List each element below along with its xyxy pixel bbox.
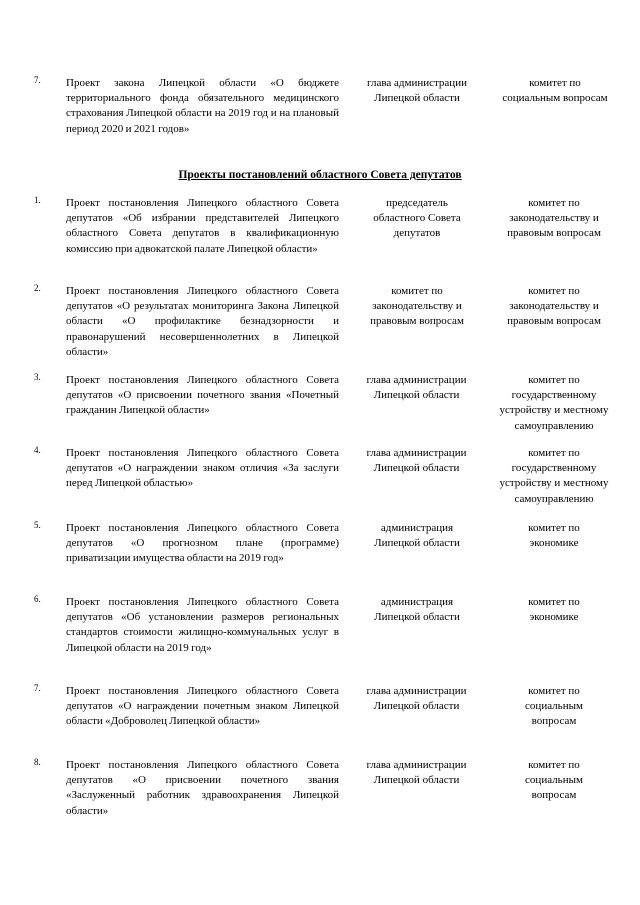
item-responsible: администрация Липецкой области <box>374 596 460 624</box>
item-responsible: комитет по законодательству и правовым вопросам <box>370 285 464 328</box>
item-number: 3. <box>34 372 41 382</box>
item-description: Проект постановления Липецкого областного Совета депутатов «О награждении знаком отличия «За заслуги перед Липецкой областью» <box>66 447 339 490</box>
item-description: Проект постановления Липецкого областного Совета депутатов «О присвоении почетного звания «Заслуженный работник здравоохранения Липецкой области» <box>66 759 339 817</box>
item-description: Проект постановления Липецкого областного Совета депутатов «Об избрании представителей Липецкого областного Совета депутатов в квалификационную комиссию при адвокатской палате Липецкой области» <box>66 197 339 255</box>
item-responsible: глава администрации Липецкой области <box>366 759 467 787</box>
item-number: 6. <box>34 594 41 604</box>
item-responsible: глава администрации Липецкой области <box>366 447 467 475</box>
item-description: Проект постановления Липецкого областного Совета депутатов «О присвоении почетного звания «Почетный гражданин Липецкой области» <box>66 374 339 417</box>
item-number: 5. <box>34 520 41 530</box>
item-number: 7. <box>34 683 41 693</box>
item-description: Проект закона Липецкой области «О бюджете территориального фонда обязательного медицинского страхования Липецкой области на 2019 год и на плановый период 2020 и 2021 годов» <box>66 77 339 135</box>
section-heading: Проекты постановлений областного Совета депутатов <box>178 169 462 181</box>
item-committee: комитет по законодательству и правовым вопросам <box>507 285 601 328</box>
item-description: Проект постановления Липецкого областного Совета депутатов «Об установлении размеров региональных стандартов стоимости жилищно-коммунальных услуг в Липецкой области на 2019 год» <box>66 596 339 654</box>
item-responsible: глава администрации Липецкой области <box>366 374 467 402</box>
item-committee: комитет по государственному устройству и местному самоуправлению <box>499 447 609 505</box>
item-committee: комитет по государственному устройству и местному самоуправлению <box>499 374 609 432</box>
item-responsible: глава администрации Липецкой области <box>366 685 467 713</box>
item-committee: комитет по экономике <box>528 596 580 624</box>
item-number: 8. <box>34 757 41 767</box>
item-committee: комитет по законодательству и правовым вопросам <box>507 197 601 240</box>
item-description: Проект постановления Липецкого областного Совета депутатов «О прогнозном плане (программе) приватизации имущества области на 2019 год» <box>66 522 339 565</box>
item-responsible: председатель областного Совета депутатов <box>373 197 461 240</box>
item-number: 7. <box>34 75 41 85</box>
item-committee: комитет по социальным вопросам <box>502 77 608 105</box>
item-number: 2. <box>34 283 41 293</box>
item-number: 1. <box>34 195 41 205</box>
item-responsible: администрация Липецкой области <box>374 522 460 550</box>
item-committee: комитет по экономике <box>528 522 580 550</box>
item-responsible: глава администрации Липецкой области <box>367 77 467 105</box>
item-committee: комитет по социальным вопросам <box>525 759 583 802</box>
item-description: Проект постановления Липецкого областного Совета депутатов «О результатах мониторинга Закона Липецкой области «О профилактике безнадзорности и правонарушений несовершеннолетних в Липецкой области» <box>66 285 339 358</box>
item-number: 4. <box>34 445 41 455</box>
item-committee: комитет по социальным вопросам <box>525 685 583 728</box>
item-description: Проект постановления Липецкого областного Совета депутатов «О награждении почетным знаком Липецкой области «Доброволец Липецкой области» <box>66 685 339 728</box>
